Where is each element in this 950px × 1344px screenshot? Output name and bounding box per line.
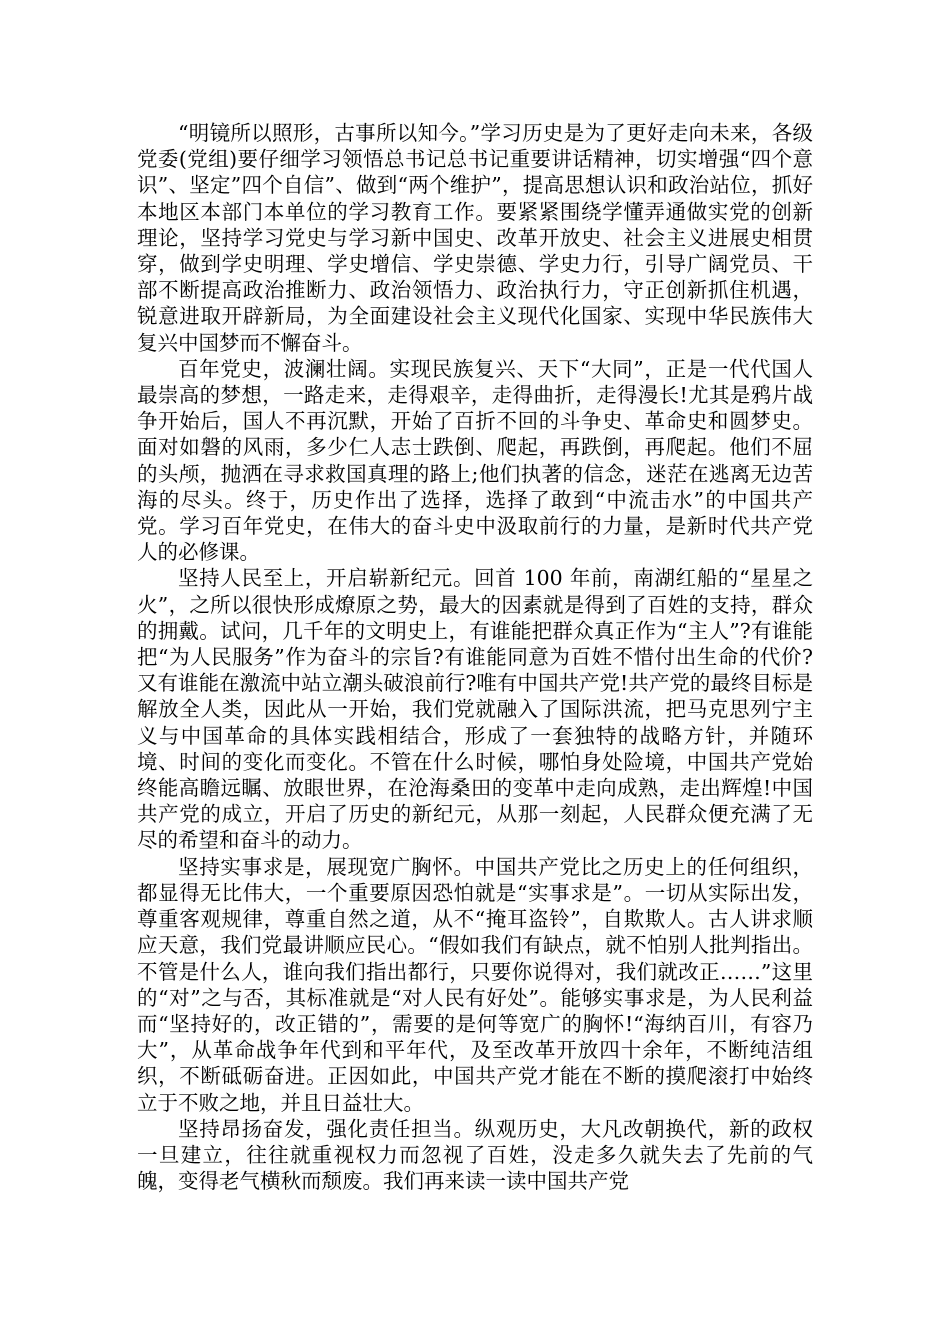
document-body bbox=[137, 120, 813, 1194]
paragraph-4: 坚持实事求是，展现宽广胸怀。中国共产党比之历史上的任何组织，都显得无比伟大，一个重要原因恐怕就是“实事求是”。一切从实际出发，尊重客观规律，尊重自然之道，从不“掩耳盗铃”，自欺欺人。古人讲求顺应天意，我们党最讲顺应民心。“假如我们有缺点，就不怕别人批判指出。不管是什么人，谁向我们指出都行，只要你说得对，我们就改正……”这里的“对”之与否，其标准就是“对人民有好处”。能够实事求是，为人民利益而“坚持好的，改正错的”，需要的是何等宽广的胸怀!“海纳百川，有容乃大”，从革命战争年代到和平年代，及至改革开放四十余年，不断纯洁组织，不断砥砺奋进。正因如此，中国共产党才能在不断的摸爬滚打中始终立于不败之地，并且日益壮大。 bbox=[137, 854, 813, 1115]
paragraph-1: “明镜所以照形，古事所以知今。”学习历史是为了更好走向未来，各级党委(党组)要仔细学习领悟总书记总书记重要讲话精神，切实增强“四个意识”、坚定”四个自信”、做到“两个维护”，提高思想认识和政治站位，抓好本地区本部门本单位的学习教育工作。要紧紧围绕学懂弄通做实党的创新理论，坚持学习党史与学习新中国史、改革开放史、社会主义进展史相贯穿，做到学史明理、学史增信、学史崇德、学史力行，引导广阔党员、干部不断提高政治推断力、政治领悟力、政治执行力，守正创新抓住机遇，锐意进取开辟新局，为全面建设社会主义现代化国家、实现中华民族伟大复兴中国梦而不懈奋斗。 bbox=[137, 121, 813, 355]
paragraph-5: 坚持昂扬奋发，强化责任担当。纵观历史，大凡改朝换代，新的政权一旦建立，往往就重视权力而忽视了百姓，没走多久就失去了先前的气魄，变得老气横秋而颓废。我们再来读一读中国共产党 bbox=[137, 1116, 813, 1194]
paragraph-2: 百年党史，波澜壮阔。实现民族复兴、天下“大同”，正是一代代国人最崇高的梦想，一路走来，走得艰辛，走得曲折，走得漫长!尤其是鸦片战争开始后，国人不再沉默，开始了百折不回的斗争史、革命史和圆梦史。面对如磐的风雨，多少仁人志士跌倒、爬起，再跌倒，再爬起。他们不屈的头颅，抛洒在寻求救国真理的路上;他们执著的信念，迷茫在逃离无边苦海的尽头。终于，历史作出了选择，选择了敢到“中流击水”的中国共产党。学习百年党史，在伟大的奋斗史中汲取前行的力量，是新时代共产党人的必修课。 bbox=[137, 356, 813, 565]
paragraph-3: 坚持人民至上，开启崭新纪元。回首 100 年前，南湖红船的“星星之火”，之所以很快形成燎原之势，最大的因素就是得到了百姓的支持，群众的拥戴。试问，几千年的文明史上，有谁能把群众真正作为“主人”?有谁能把“为人民服务”作为奋斗的宗旨?有谁能同意为百姓不惜付出生命的代价?又有谁能在激流中站立潮头破浪前行?唯有中国共产党!共产党的最终目标是解放全人类，因此从一开始，我们党就融入了国际洪流，把马克思列宁主义与中国革命的具体实践相结合，形成了一套独特的战略方针，并随环境、时间的变化而变化。不管在什么时候，哪怕身处险境，中国共产党始终能高瞻远瞩、放眼世界，在沧海桑田的变革中走向成熟，走出辉煌!中国共产党的成立，开启了历史的新纪元，从那一刻起，人民群众便充满了无尽的希望和奋斗的动力。 bbox=[137, 566, 813, 853]
